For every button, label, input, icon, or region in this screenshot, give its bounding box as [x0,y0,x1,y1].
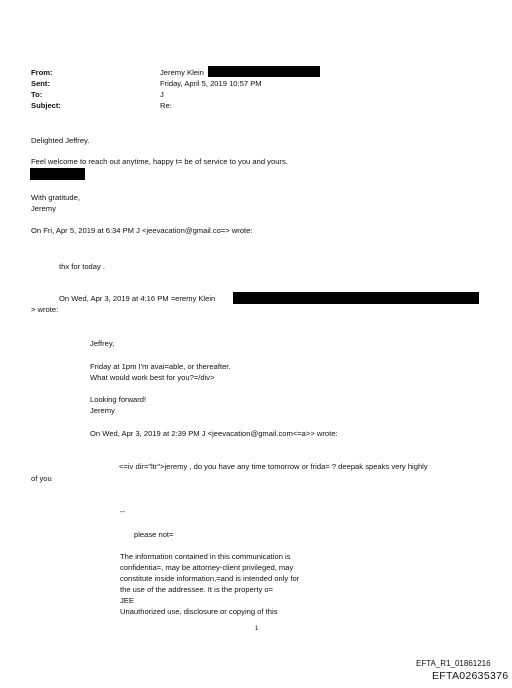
page-number: 1 [255,626,259,632]
signoff-name: Jeremy [31,204,56,213]
disclaimer-line: confidentia=, may be attorney-client privileged, may [120,563,294,572]
quote-text: of you [31,474,52,483]
sent-value: Friday, April 5, 2019 10:57 PM [160,79,262,88]
body-line: Feel welcome to reach out anytime, happy t= be of service to you and yours. [31,157,288,166]
to-label: To: [31,90,43,99]
from-value: Jeremy Klein [160,68,204,77]
quote-header: On Wed, Apr 3, 2019 at 4:16 PM =eremy Klein [59,294,216,303]
bates-number: EFTA02635376 [432,670,509,682]
quote-text: Jeremy [90,406,115,415]
bates-number: EFTA_R1_01861216 [416,659,491,668]
disclaimer-line: JEE [120,596,134,605]
please-note: please not= [134,530,174,539]
redaction-bar [30,168,85,180]
greeting: Delighted Jeffrey. [31,136,90,145]
disclaimer-line: the use of the addressee. It is the property o= [120,585,274,594]
redaction-bar [233,292,479,304]
signoff-line: With gratitude, [31,193,80,202]
to-value: J [160,90,164,99]
quote-text: What would work best for you?=/div> [90,373,215,382]
subject-value: Re: [160,101,172,110]
quote-text: <=iv dir="ltr">jeremy , do you have any time tomorrow or frida= ? deepak speaks very highly [119,462,428,471]
subject-label: Subject: [31,101,61,110]
quote-text: Friday at 1pm I'm avai=able, or thereafter. [90,362,231,371]
from-label: From: [31,68,53,77]
quote-header-cont: > wrote: [31,305,59,314]
redaction-bar [208,66,320,77]
disclaimer-line: Unauthorized use, disclosure or copying of this [120,607,278,616]
quote-text: Jeffrey, [90,339,115,348]
disclaimer-line: The information contained in this communication is [120,552,291,561]
quote-text: Looking forward! [90,395,147,404]
quote-text: thx for today . [59,262,106,271]
signature-dashes: -- [120,507,126,516]
quote-header: On Fri, Apr 5, 2019 at 6:34 PM J <jeevacation@gmail.co=> wrote: [31,226,253,235]
disclaimer-line: constitute inside information,=and is intended only for [120,574,300,583]
quote-header: On Wed, Apr 3, 2019 at 2:39 PM J <jeevacation@gmail.com<=a>> wrote: [90,429,338,438]
sent-label: Sent: [31,79,50,88]
